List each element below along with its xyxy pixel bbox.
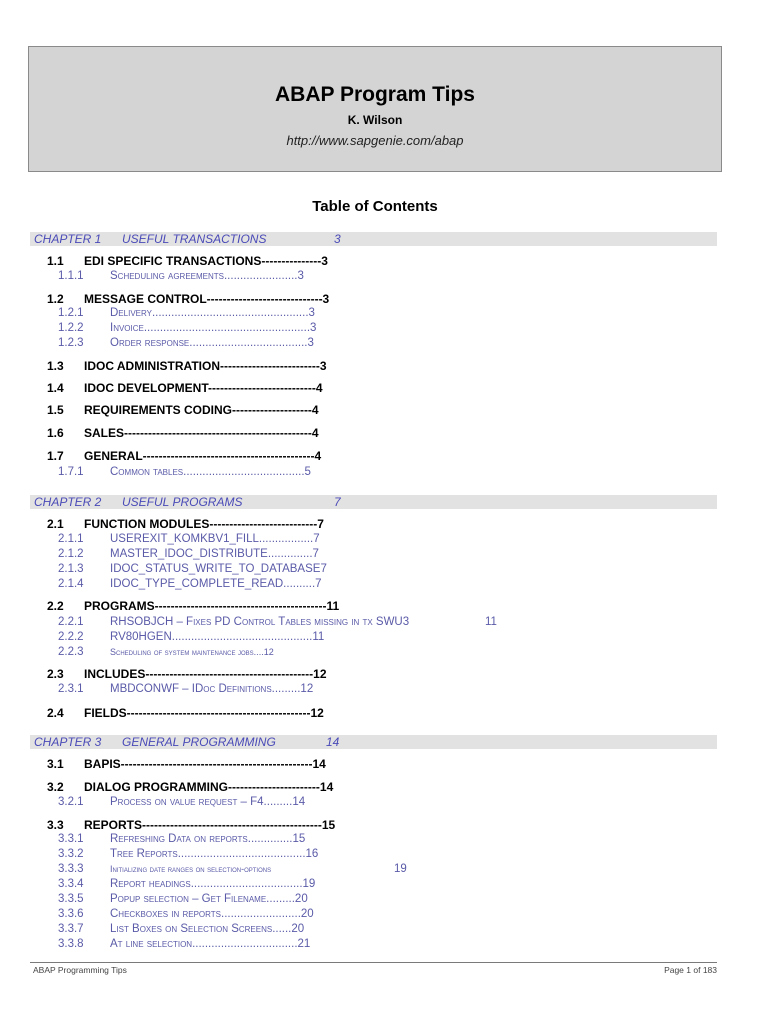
subsection-title: IDOC_TYPE_COMPLETE_READ..........7 [110, 578, 322, 590]
section-number: 2.3 [47, 667, 64, 681]
subsection-number: 3.3.4 [58, 878, 84, 890]
section-title: BAPIS------------------------------------------------14 [84, 757, 326, 771]
subsection-number: 2.2.2 [58, 631, 84, 643]
section-title: SALES-----------------------------------------------4 [84, 426, 319, 440]
subsection-page: 11 [485, 616, 497, 628]
section-number: 3.1 [47, 757, 64, 771]
chapter-page: 3 [334, 232, 341, 246]
subsection-title: Process on value request – F4.........14 [110, 796, 306, 808]
subsection-title: Order response.....................................3 [110, 337, 314, 349]
section-title: GENERAL-------------------------------------------4 [84, 449, 322, 463]
section-title: PROGRAMS-------------------------------------------11 [84, 599, 340, 613]
chapter-title: USEFUL TRANSACTIONS [122, 232, 267, 246]
chapter-title: USEFUL PROGRAMS [122, 495, 243, 509]
section-number: 2.4 [47, 706, 64, 720]
subsection-number: 2.1.2 [58, 548, 84, 560]
subsection-title: RHSOBJCH – Fixes PD Control Tables missing in tx SWU3 [110, 616, 410, 628]
subsection-title: Initializing date ranges on selection-options [110, 864, 272, 874]
subsection-number: 3.3.8 [58, 938, 84, 950]
subsection-number: 1.2.1 [58, 307, 84, 319]
subsection-title: At line selection.................................21 [110, 938, 311, 950]
subsection-title: Popup selection – Get Filename.........20 [110, 893, 308, 905]
section-title: INCLUDES------------------------------------------12 [84, 667, 327, 681]
footer-page-number: Page 1 of 183 [664, 965, 717, 975]
section-number: 3.2 [47, 780, 64, 794]
section-title: DIALOG PROGRAMMING-----------------------14 [84, 780, 334, 794]
subsection-title: Refreshing Data on reports..............15 [110, 833, 306, 845]
section-number: 1.4 [47, 381, 64, 395]
footer-document-name: ABAP Programming Tips [33, 965, 127, 975]
toc-heading: Table of Contents [312, 198, 438, 215]
subsection-title: MASTER_IDOC_DISTRIBUTE..............7 [110, 548, 319, 560]
subsection-number: 1.2.2 [58, 322, 84, 334]
subsection-number: 1.1.1 [58, 270, 84, 282]
section-number: 1.2 [47, 292, 64, 306]
section-number: 1.7 [47, 449, 64, 463]
subsection-number: 3.3.2 [58, 848, 84, 860]
subsection-title: USEREXIT_KOMKBV1_FILL.................7 [110, 533, 320, 545]
chapter-page: 7 [334, 495, 341, 509]
subsection-number: 1.7.1 [58, 466, 84, 478]
section-number: 2.2 [47, 599, 64, 613]
section-title: IDOC ADMINISTRATION-------------------------3 [84, 359, 327, 373]
subsection-title: Delivery.................................................3 [110, 307, 315, 319]
section-title: FIELDS----------------------------------------------12 [84, 706, 324, 720]
subsection-title: Scheduling of system maintenance jobs....12 [110, 647, 274, 657]
section-number: 1.3 [47, 359, 64, 373]
subsection-title: RV80HGEN............................................11 [110, 631, 325, 643]
document-author: K. Wilson [347, 113, 403, 127]
section-title: REQUIREMENTS CODING--------------------4 [84, 403, 319, 417]
subsection-title: Invoice....................................................3 [110, 322, 317, 334]
section-title: MESSAGE CONTROL-----------------------------3 [84, 292, 330, 306]
toc-chapter-1[interactable] [30, 232, 717, 246]
subsection-number: 3.3.7 [58, 923, 84, 935]
subsection-number: 3.3.1 [58, 833, 84, 845]
subsection-number: 2.1.1 [58, 533, 84, 545]
document-url[interactable]: http://www.sapgenie.com/abap [286, 133, 464, 148]
subsection-number: 2.2.1 [58, 616, 84, 628]
subsection-number: 2.2.3 [58, 646, 84, 658]
document-title: ABAP Program Tips [275, 83, 475, 106]
subsection-title: Report headings...................................19 [110, 878, 316, 890]
section-title: IDOC DEVELOPMENT---------------------------4 [84, 381, 323, 395]
subsection-page: 19 [394, 863, 407, 875]
section-title: FUNCTION MODULES---------------------------7 [84, 517, 324, 531]
subsection-title: IDOC_STATUS_WRITE_TO_DATABASE7 [110, 563, 327, 575]
section-number: 1.5 [47, 403, 64, 417]
section-number: 1.1 [47, 254, 64, 268]
chapter-title: GENERAL PROGRAMMING [122, 735, 276, 749]
section-title: REPORTS---------------------------------------------15 [84, 818, 336, 832]
chapter-label: CHAPTER 2 [34, 495, 102, 509]
chapter-label: CHAPTER 3 [34, 735, 102, 749]
subsection-number: 3.2.1 [58, 796, 84, 808]
subsection-number: 1.2.3 [58, 337, 84, 349]
subsection-title: MBDCONWF – IDoc Definitions.........12 [110, 683, 314, 695]
subsection-title: Tree Reports........................................16 [110, 848, 319, 860]
subsection-number: 3.3.3 [58, 863, 84, 875]
subsection-title: Common tables......................................5 [110, 466, 311, 478]
subsection-number: 2.3.1 [58, 683, 84, 695]
subsection-title: Checkboxes in reports.........................20 [110, 908, 314, 920]
subsection-title: List Boxes on Selection Screens......20 [110, 923, 305, 935]
subsection-title: Scheduling agreements.......................3 [110, 270, 304, 282]
subsection-number: 2.1.3 [58, 563, 84, 575]
subsection-number: 3.3.6 [58, 908, 84, 920]
section-number: 2.1 [47, 517, 64, 531]
toc-chapter-2[interactable] [30, 495, 717, 509]
toc-chapter-3[interactable] [30, 735, 717, 749]
section-number: 3.3 [47, 818, 64, 832]
section-title: EDI SPECIFIC TRANSACTIONS---------------3 [84, 254, 328, 268]
section-number: 1.6 [47, 426, 64, 440]
subsection-number: 3.3.5 [58, 893, 84, 905]
footer-divider [30, 962, 717, 963]
subsection-number: 2.1.4 [58, 578, 84, 590]
chapter-page: 14 [326, 735, 340, 749]
chapter-label: CHAPTER 1 [34, 232, 102, 246]
